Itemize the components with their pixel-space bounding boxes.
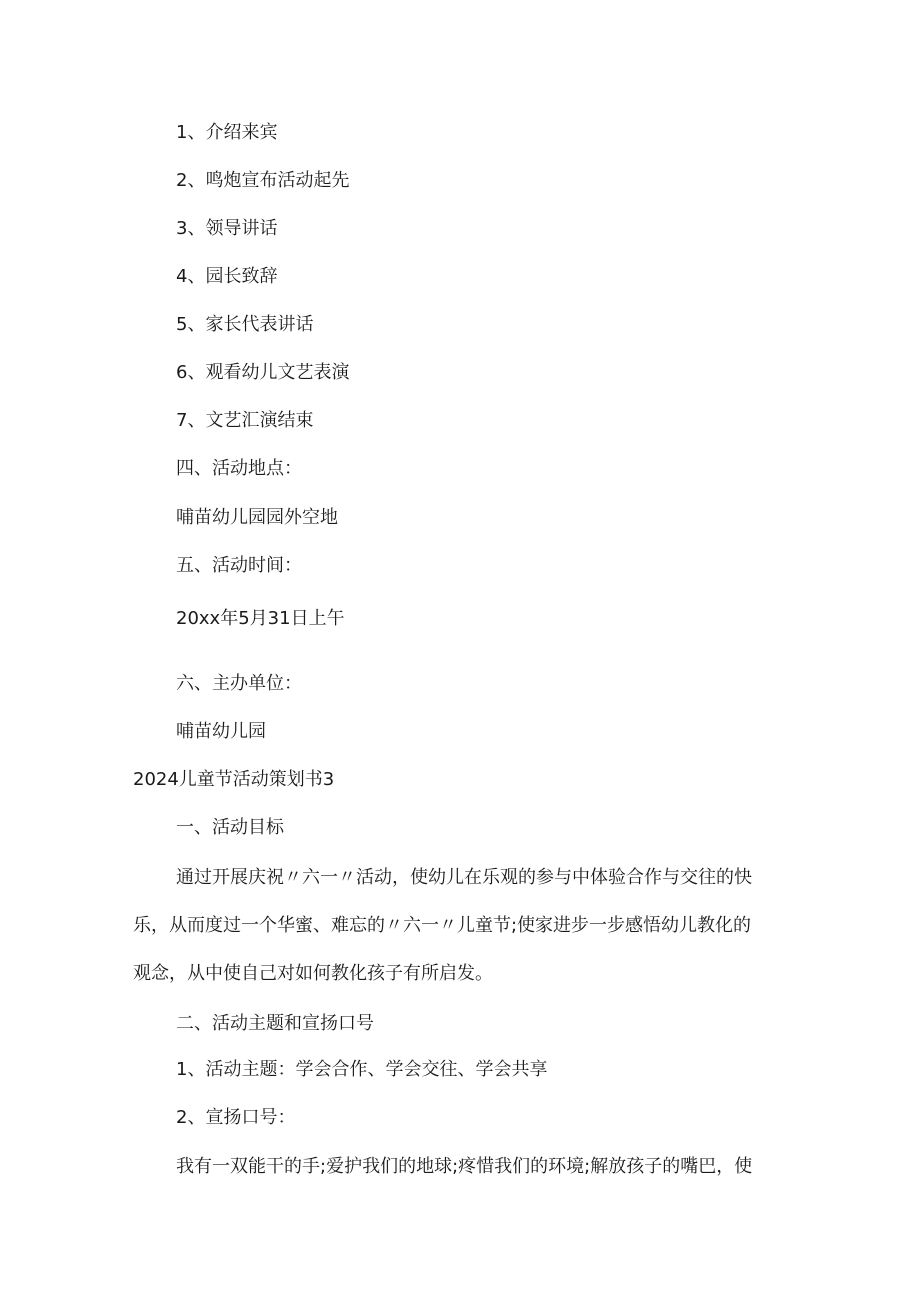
time-text: 20xx年5月31日上午: [176, 608, 345, 629]
theme-item-2: 2、宣扬口号：: [176, 1107, 296, 1128]
slogan-text: 我有一双能干的手;爱护我们的地球;疼惜我们的环境;解放孩子的嘴巴，使: [176, 1156, 753, 1177]
organizer-text: 哺苗幼儿园: [176, 721, 266, 742]
list-item-3: 3、领导讲话: [176, 218, 278, 239]
list-item-4: 4、园长致辞: [176, 266, 278, 287]
list-item-7: 7、文艺汇演结束: [176, 410, 314, 431]
paragraph-line-3: 观念，从中使自己对如何教化孩子有所启发。: [133, 963, 493, 984]
document-title: 2024儿童节活动策划书3: [133, 769, 335, 790]
paragraph-line-1: 通过开展庆祝〃六一〃活动，使幼儿在乐观的参与中体验合作与交往的快: [176, 867, 752, 888]
list-item-1: 1、介绍来宾: [176, 122, 278, 143]
section-heading-theme: 二、活动主题和宣扬口号: [176, 1013, 374, 1034]
list-item-6: 6、观看幼儿文艺表演: [176, 362, 350, 383]
section-heading-organizer: 六、主办单位：: [176, 673, 302, 694]
list-item-5: 5、家长代表讲话: [176, 314, 314, 335]
list-item-2: 2、鸣炮宣布活动起先: [176, 170, 350, 191]
section-heading-goal: 一、活动目标: [176, 817, 284, 838]
paragraph-line-2: 乐，从而度过一个华蜜、难忘的〃六一〃儿童节;使家进步一步感悟幼儿教化的: [133, 915, 752, 936]
section-heading-location: 四、活动地点：: [176, 458, 302, 479]
location-text: 哺苗幼儿园园外空地: [176, 507, 338, 528]
theme-item-1: 1、活动主题：学会合作、学会交往、学会共享: [176, 1059, 548, 1080]
section-heading-time: 五、活动时间：: [176, 555, 302, 576]
